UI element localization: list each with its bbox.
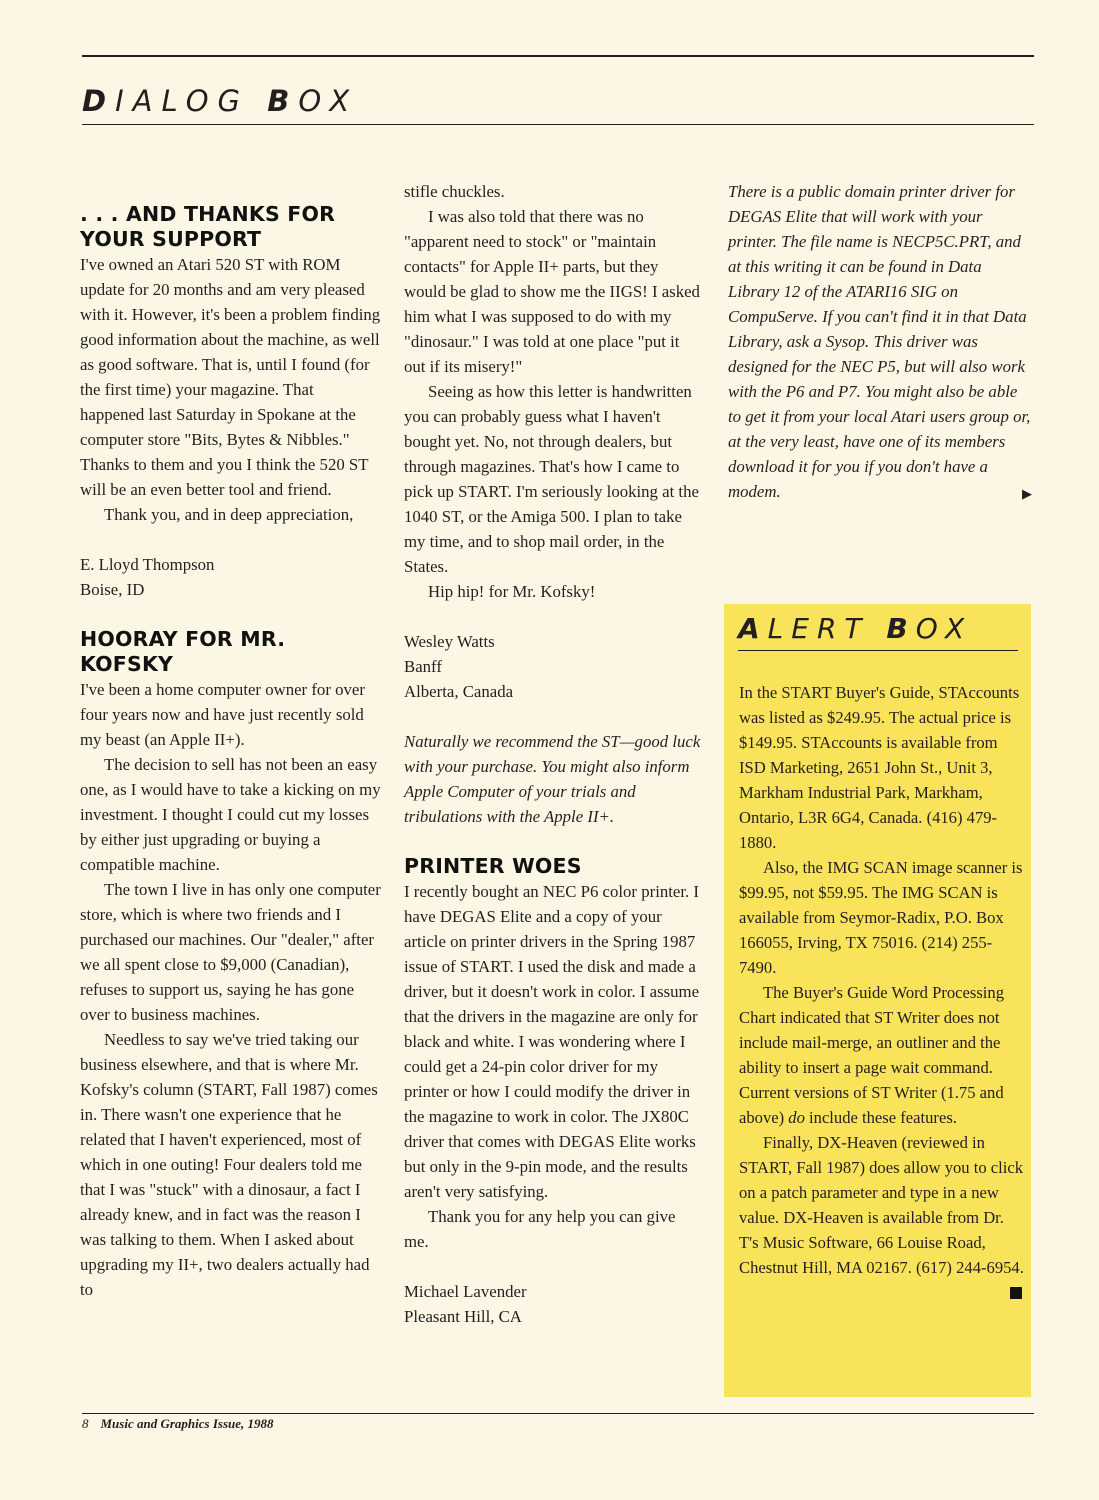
letter-paragraph: Hip hip! for Mr. Kofsky! bbox=[428, 582, 596, 601]
header-rule bbox=[82, 124, 1034, 125]
signature-name: Michael Lavender bbox=[404, 1282, 527, 1301]
letter-heading: HOORAY FOR MR. KOFSKY bbox=[80, 627, 286, 676]
alert-paragraph: In the START Buyer's Guide, STAccounts was listed as $249.95. The actual price is $149.95. STAccounts is available from ISD Marketing, 2651 John St., Unit 3, Markham Industrial Park, Markham, Ontario, L3R 6G4, Canada. (416) 479-1880. bbox=[739, 683, 1020, 852]
alert-paragraph: Also, the IMG SCAN image scanner is $99.95, not $59.95. The IMG SCAN is available from Seymor-Radix, P.O. Box 166055, Irving, TX 75016. (214) 255-7490. bbox=[739, 858, 1023, 977]
end-mark-icon bbox=[1010, 1287, 1022, 1299]
signature-place: Boise, ID bbox=[80, 580, 145, 599]
editor-reply: There is a public domain printer driver for DEGAS Elite that will work with your printer. The file name is NECP5C.PRT, and at this writing it can be found in Data Library 12 of the ATARI16 SIG on CompuServe. If you can't find it in that Data Library, ask a Sysop. This driver was designed for the NEC P5, but will also work with the P6 and P7. You might also be able to get it from your local Atari users group or, at the very least, have one of its members download it for you if you don't have a modem. ▶ bbox=[728, 179, 1032, 504]
alert-title: ALERT BOX bbox=[738, 612, 973, 645]
signature-place: Pleasant Hill, CA bbox=[404, 1307, 522, 1326]
footer-rule bbox=[82, 1413, 1034, 1414]
letter-paragraph: Thank you, and in deep appreciation, bbox=[104, 505, 354, 524]
letter-paragraph: I've been a home computer owner for over four years now and have just recently sold my beast (an Apple II+). bbox=[80, 680, 365, 749]
letter-paragraph: Seeing as how this letter is handwritten you can probably guess what I haven't bought yet. No, not through dealers, but through magazines. That's how I came to pick up START. I'm seriously looking at the 1040 ST, or the Amiga 500. I plan to take my time, and to shop mail order, in the States. bbox=[404, 382, 699, 576]
letter-paragraph: stifle chuckles. bbox=[404, 182, 505, 201]
column-2 bbox=[404, 179, 704, 1329]
alert-rule bbox=[738, 650, 1018, 651]
signature-name: E. Lloyd Thompson bbox=[80, 555, 215, 574]
letter-heading: . . . AND THANKS FOR YOUR SUPPORT bbox=[80, 202, 336, 251]
page-number: 8 bbox=[82, 1416, 89, 1431]
top-rule bbox=[82, 55, 1034, 57]
alert-paragraph: The Buyer's Guide Word Processing Chart indicated that ST Writer does not include mail-merge, an outliner and the ability to insert a page wait command. Current versions of ST Writer (1.75 and above) do include these features. bbox=[739, 983, 1004, 1127]
alert-box bbox=[724, 604, 1031, 1397]
signature-place: Banff bbox=[404, 657, 442, 676]
column-3 bbox=[728, 179, 1032, 506]
column-1 bbox=[80, 202, 382, 1302]
signature-name: Wesley Watts bbox=[404, 632, 495, 651]
alert-paragraph: Finally, DX-Heaven (reviewed in START, Fall 1987) does allow you to click on a patch parameter and type in a new value. DX-Heaven is available from Dr. T's Music Software, 66 Louise Road, Chestnut Hill, MA 02167. (617) 244-6954. bbox=[739, 1130, 1024, 1280]
letter-paragraph: The town I live in has only one computer store, which is where two friends and I purchased our machines. Our "dealer," after we all spent close to $9,000 (Canadian), refuses to support us, saying he has gone over to business machines. bbox=[80, 880, 381, 1024]
page-footer bbox=[82, 1416, 274, 1432]
alert-body bbox=[739, 680, 1024, 1299]
signature-place: Alberta, Canada bbox=[404, 682, 514, 701]
continue-arrow-icon: ▶ bbox=[1022, 486, 1032, 501]
letter-paragraph: Needless to say we've tried taking our business elsewhere, and that is where Mr. Kofsky's column (START, Fall 1987) comes in. There wasn't one experience that he related that I haven't experienced, most of which in one outing! Four dealers told me that I was "stuck" with a dinosaur, a fact I already knew, and in fact was the reason I was talking to them. When I asked about upgrading my II+, two dealers actually had to bbox=[80, 1030, 378, 1299]
letter-paragraph: The decision to sell has not been an easy one, as I would have to take a kicking on my investment. I thought I could cut my losses by either just upgrading or buying a compatible machine. bbox=[80, 755, 381, 874]
letter-paragraph: I was also told that there was no "apparent need to stock" or "maintain contacts" for Apple II+ parts, but they would be glad to show me the IIGS! I asked him what I was supposed to do with my "dinosaur." I was told at one place "put it out if its misery!" bbox=[404, 207, 700, 376]
letter-heading: PRINTER WOES bbox=[404, 854, 582, 878]
letter-paragraph: I've owned an Atari 520 ST with ROM update for 20 months and am very pleased with it. However, it's been a problem finding good information about the machine, as well as good software. That is, until I found (for the first time) your magazine. That happened last Saturday in Spokane at the computer store "Bits, Bytes & Nibbles." Thanks to them and you I think the 520 ST will be an even better tool and friend. bbox=[80, 255, 381, 499]
issue-name: Music and Graphics Issue, 1988 bbox=[100, 1416, 274, 1431]
letter-paragraph: I recently bought an NEC P6 color printer. I have DEGAS Elite and a copy of your article on printer drivers in the Spring 1987 issue of START. I used the disk and made a driver, but it doesn't work in color. I assume that the drivers in the magazine are only for black and white. I was wondering where I could get a 24-pin color driver for my printer or how I could modify the driver in the magazine to work in color. The JX80C driver that comes with DEGAS Elite works but only in the 9-pin mode, and the results aren't very satisfying. bbox=[404, 882, 700, 1201]
section-title: DIALOG BOX bbox=[82, 84, 359, 118]
editor-reply: Naturally we recommend the ST—good luck with your purchase. You might also inform Apple Computer of your trials and tribulations with the Apple II+. bbox=[404, 732, 701, 826]
letter-paragraph: Thank you for any help you can give me. bbox=[404, 1207, 676, 1251]
